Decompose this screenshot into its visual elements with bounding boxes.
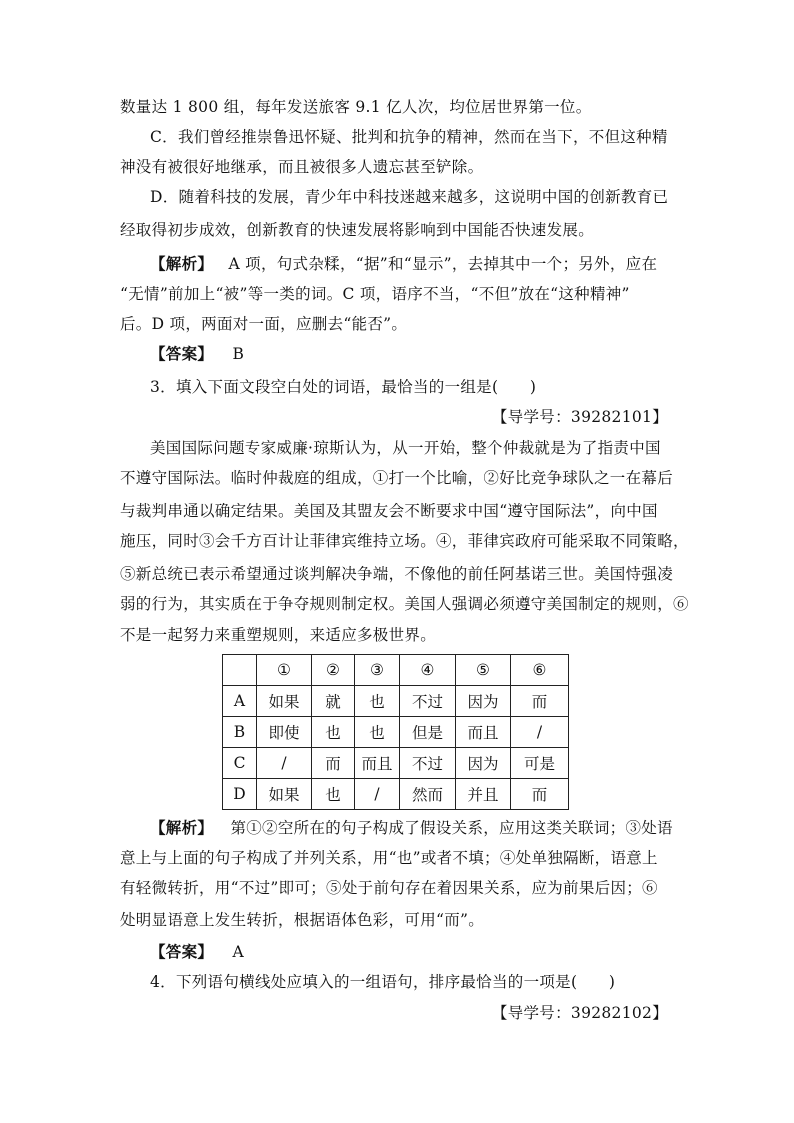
table-cell: 而 xyxy=(511,686,569,717)
options-table xyxy=(222,654,569,810)
passage-line-6: 弱的行为，其实质在于争夺规则制定权。美国人强调必须遵守美国制定的规则，⑥ xyxy=(120,595,689,613)
analysis-text: A 项，句式杂糅，“据”和“显示”，去掉其中一个；另外，应在 xyxy=(228,255,658,273)
table-cell: 也 xyxy=(312,779,355,810)
table-cell: 如果 xyxy=(257,779,312,810)
table-cell: ② xyxy=(312,655,355,686)
table-cell: 而 xyxy=(511,779,569,810)
question-3: 3．填入下面文段空白处的词语，最恰当的一组是( ) xyxy=(150,378,537,396)
answer-3 xyxy=(150,942,244,962)
passage-line-1: 美国国际问题专家威廉·琼斯认为，从一开始，整个仲裁就是为了指责中国 xyxy=(150,439,661,457)
table-cell: 可是 xyxy=(511,748,569,779)
table-cell: 即使 xyxy=(257,717,312,748)
table-cell: 然而 xyxy=(400,779,456,810)
table-cell: / xyxy=(355,779,400,810)
passage-line-2: 不遵守国际法。临时仲裁庭的组成，①打一个比喻，②好比竞争球队之一在幕后 xyxy=(120,469,674,487)
table-row xyxy=(223,686,569,717)
table-cell: 就 xyxy=(312,686,355,717)
analysis-text: 第①②空所在的句子构成了假设关系，应用这类关联词；③处语 xyxy=(230,819,673,837)
table-cell xyxy=(223,655,257,686)
table-cell: 因为 xyxy=(456,748,511,779)
table-cell: A xyxy=(223,686,257,717)
table-cell: 不过 xyxy=(400,748,456,779)
analysis-3-line-2: 意上与上面的句子构成了并列关系，用“也”或者不填；④处单独隔断，语意上 xyxy=(120,849,658,867)
answer-label: 【答案】 xyxy=(150,344,214,363)
table-row xyxy=(223,717,569,748)
table-cell: ④ xyxy=(400,655,456,686)
option-c-line-2: 神没有被很好地继承，而且被很多人遗忘甚至铲除。 xyxy=(120,158,484,176)
analysis-3-line-4: 处明显语意上发生转折，根据语体色彩，可用“而”。 xyxy=(120,911,485,929)
analysis-2-line-3: 后。D 项，两面对一面，应删去“能否”。 xyxy=(120,315,408,333)
table-cell: 而且 xyxy=(456,717,511,748)
table-row xyxy=(223,748,569,779)
table-cell: / xyxy=(511,717,569,748)
table-cell: 也 xyxy=(312,717,355,748)
analysis-2-line-1 xyxy=(150,254,657,274)
table-cell: D xyxy=(223,779,257,810)
passage-line-5: ⑤新总统已表示希望通过谈判解决争端，不像他的前任阿基诺三世。美国恃强凌 xyxy=(120,565,674,583)
answer-value: B xyxy=(232,345,245,363)
option-c-line-1: C．我们曾经推崇鲁迅怀疑、批判和抗争的精神，然而在当下，不但这种精 xyxy=(150,128,668,146)
table-header-row xyxy=(223,655,569,686)
analysis-3-line-1 xyxy=(150,818,673,838)
table-cell: 因为 xyxy=(456,686,511,717)
table-cell: / xyxy=(257,748,312,779)
option-d-line-1: D．随着科技的发展，青少年中科技迷越来越多，这说明中国的创新教育已 xyxy=(150,188,669,206)
table-cell: 也 xyxy=(355,686,400,717)
table-cell: ③ xyxy=(355,655,400,686)
question-4: 4．下列语句横线处应填入的一组语句，排序最恰当的一项是( ) xyxy=(150,973,616,991)
analysis-label: 【解析】 xyxy=(150,818,214,837)
guide-code-3: 【导学号：39282101】 xyxy=(491,408,668,426)
passage-line-3: 与裁判串通以确定结果。美国及其盟友会不断要求中国“遵守国际法”，向中国 xyxy=(120,502,658,520)
table-cell: 并且 xyxy=(456,779,511,810)
table-cell: B xyxy=(223,717,257,748)
passage-line-4: 施压，同时③会千方百计让菲律宾维持立场。④，菲律宾政府可能采取不同策略， xyxy=(120,532,689,550)
answer-2 xyxy=(150,344,244,364)
analysis-3-line-3: 有轻微转折，用“不过”即可；⑤处于前句存在着因果关系，应为前果后因；⑥ xyxy=(120,879,658,897)
answer-value: A xyxy=(232,943,244,961)
table-cell: 不过 xyxy=(400,686,456,717)
table-cell: 也 xyxy=(355,717,400,748)
table-cell: ⑥ xyxy=(511,655,569,686)
table-cell: ⑤ xyxy=(456,655,511,686)
table-cell: 而 xyxy=(312,748,355,779)
text-line: 数量达 1 800 组，每年发送旅客 9.1 亿人次，均位居世界第一位。 xyxy=(120,98,592,116)
analysis-2-line-2: “无情”前加上“被”等一类的词。C 项，语序不当，“不但”放在“这种精神” xyxy=(120,285,630,303)
analysis-label: 【解析】 xyxy=(150,254,214,273)
passage-line-7: 不是一起努力来重塑规则，来适应多极世界。 xyxy=(120,626,437,644)
table-cell: 但是 xyxy=(400,717,456,748)
table-cell: 如果 xyxy=(257,686,312,717)
answer-label: 【答案】 xyxy=(150,942,214,961)
option-d-line-2: 经取得初步成效，创新教育的快速发展将影响到中国能否快速发展。 xyxy=(120,221,595,239)
guide-code-4: 【导学号：39282102】 xyxy=(491,1004,668,1022)
table-cell: ① xyxy=(257,655,312,686)
table-cell: 而且 xyxy=(355,748,400,779)
table-row xyxy=(223,779,569,810)
table-cell: C xyxy=(223,748,257,779)
